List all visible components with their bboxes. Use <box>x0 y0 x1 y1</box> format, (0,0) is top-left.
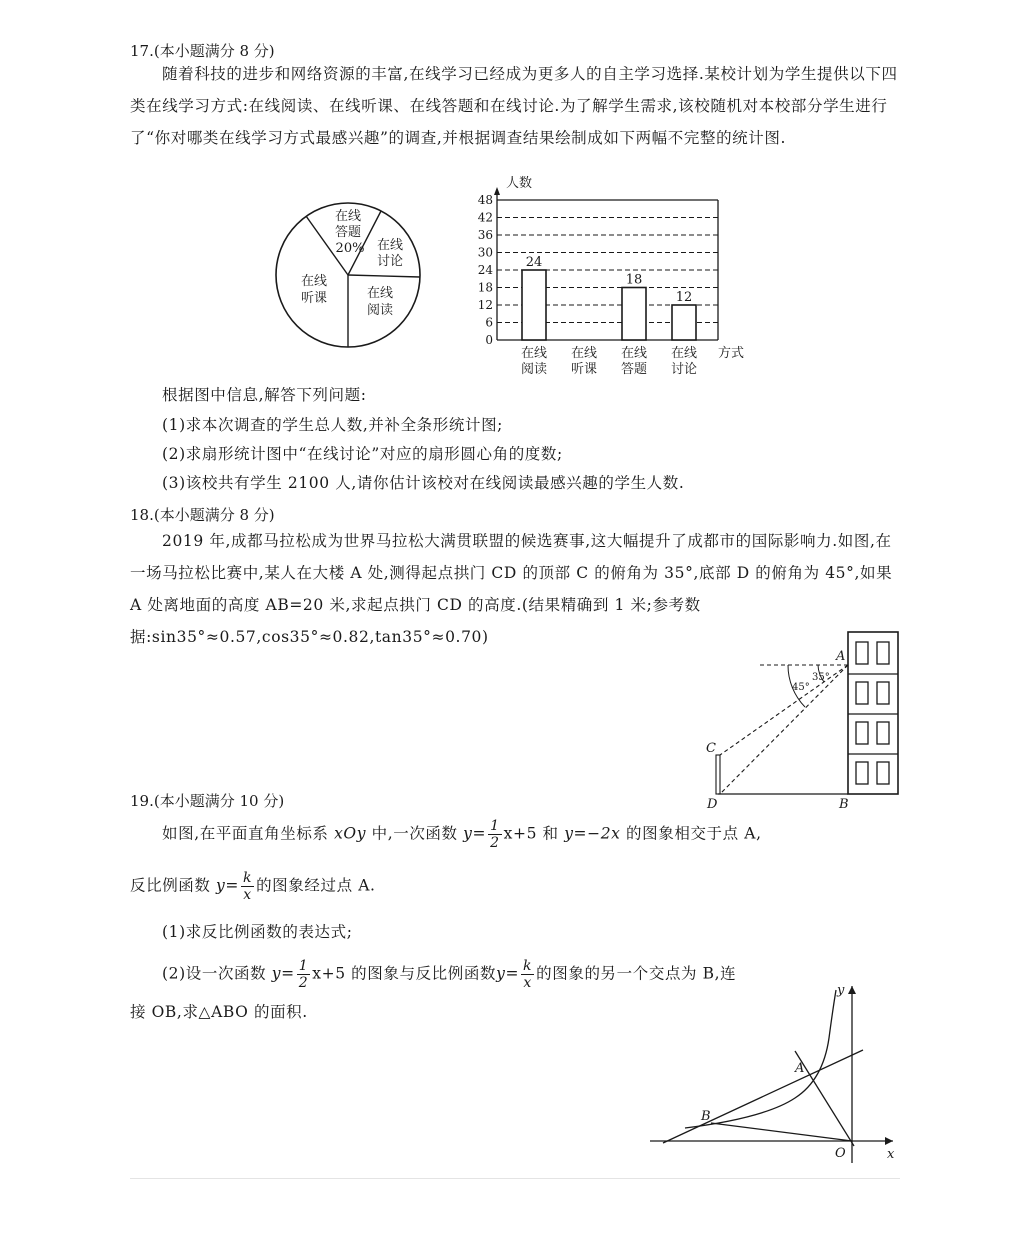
pie-label-listen-l2: 听课 <box>300 291 328 306</box>
ytick-label-12: 12 <box>477 298 493 312</box>
q17-sub3: (3)该校共有学生 2100 人,请你估计该校对在线阅读最感兴趣的学生人数. <box>162 474 685 492</box>
q19-line1-d: y= <box>463 824 487 843</box>
q19-line2 <box>130 870 376 903</box>
q19-line1-b: xOy <box>334 824 367 843</box>
q17-intro: 根据图中信息,解答下列问题: <box>162 386 367 404</box>
q19-sub1: (1)求反比例函数的表达式; <box>162 923 353 941</box>
point-a-label: A <box>836 649 846 664</box>
page-bottom-line <box>130 1178 900 1179</box>
graph-point-a-label: A <box>795 1061 805 1076</box>
fraction-half <box>488 818 502 851</box>
fraction-x: x <box>243 887 252 903</box>
q19-line1 <box>162 818 762 851</box>
pie-label-read-l2: 阅读 <box>366 303 394 318</box>
ytick-label-36: 36 <box>477 228 493 242</box>
q17-heading: 17.(本小题满分 8 分) <box>130 42 275 60</box>
fraction-denominator-2: 2 <box>298 975 309 991</box>
fraction-k: k <box>242 870 253 886</box>
fraction-k-over-x <box>241 870 254 903</box>
q17-sub2: (2)求扇形统计图中“在线讨论”对应的扇形圆心角的度数; <box>162 445 563 463</box>
pie-label-answer-l1: 在线 <box>334 209 362 224</box>
fraction-numerator: 1 <box>490 818 500 834</box>
q19-line1-a: 如图,在平面直角坐标系 <box>162 824 335 843</box>
ytick-label-48: 48 <box>477 193 493 207</box>
fraction-x-2: x <box>523 975 532 991</box>
ytick-label-6: 6 <box>485 315 493 330</box>
pie-label-discuss-l1: 在线 <box>376 238 404 253</box>
ytick-label-18: 18 <box>477 280 493 295</box>
pie-label-listen-l1: 在线 <box>300 274 328 289</box>
category-label-1-l2: 听课 <box>570 362 598 377</box>
q19-sub2-a: (2)设一次函数 <box>162 964 272 983</box>
point-d-label: D <box>707 797 718 810</box>
bar-0 <box>522 270 546 340</box>
y-axis-arrow <box>494 187 500 195</box>
pie-label-answer-l2: 答题 <box>334 225 362 240</box>
pie-label-read-l1: 在线 <box>366 286 394 301</box>
building-figure <box>700 628 905 810</box>
q19-line1-e: x+5 和 <box>503 824 565 843</box>
graph-y-label: y <box>837 983 845 998</box>
q19-line1-c: 中,一次函数 <box>366 824 464 843</box>
angle-45-label: 45° <box>792 682 810 693</box>
graph-point-b-label: B <box>701 1109 711 1124</box>
ytick-label-30: 30 <box>477 245 493 260</box>
bar-data-label-0: 24 <box>525 255 543 270</box>
bar-ylabel: 人数 <box>506 176 533 191</box>
bar-xlabel: 方式 <box>718 346 745 361</box>
category-label-1-l1: 在线 <box>570 346 598 361</box>
point-b-label: B <box>839 797 849 810</box>
fraction-numerator-2: 1 <box>298 958 309 974</box>
q17-paragraph: 随着科技的进步和网络资源的丰富,在线学习已经成为更多人的自主学习选择.某校计划为学生提供以下四类在线学习方式:在线阅读、在线听课、在线答题和在线讨论.为了解学生需求,该校随机对本校部分学生进行了“你对哪类在线学习方式最感兴趣”的调查,并根据调查结果绘制成如下两幅不完整的统计图. <box>130 65 898 147</box>
category-label-3-l2: 讨论 <box>670 362 698 377</box>
bar-data-label-3: 12 <box>675 290 693 305</box>
category-label-0-l1: 在线 <box>520 346 548 361</box>
pie-chart <box>268 195 438 365</box>
ytick-label-0: 0 <box>485 333 493 347</box>
q18-paragraph: 2019 年,成都马拉松成为世界马拉松大满贯联盟的候选赛事,这大幅提升了成都市的国际影响力.如图,在一场马拉松比赛中,某人在大楼 A 处,测得起点拱门 CD 的顶部 C 的俯角为 35°,底部 D 的俯角为 45°,如果 A 处离地面的高度 AB=20 米,求起点拱门 CD 的高度.(结果精确到 1 米;参考数据:sin35°≈0.57,cos35°≈0.82,tan35°≈0.70) <box>130 532 893 646</box>
fraction-denominator: 2 <box>490 835 500 851</box>
category-label-2-l1: 在线 <box>620 346 648 361</box>
q19-heading: 19.(本小题满分 10 分) <box>130 792 285 810</box>
q17-sub1: (1)求本次调查的学生总人数,并补全条形统计图; <box>162 416 504 434</box>
q19-line1-f: y=−2x <box>564 824 621 843</box>
q19-sub3: 接 OB,求△ABO 的面积. <box>130 1003 308 1021</box>
bar-2 <box>622 288 646 341</box>
q18-heading: 18.(本小题满分 8 分) <box>130 506 275 524</box>
q19-line2-b: y= <box>216 876 239 895</box>
fraction-half-2 <box>297 958 311 991</box>
graph-origin-label: O <box>835 1146 846 1161</box>
coordinate-graph <box>645 978 910 1168</box>
pie-label-discuss-l2: 讨论 <box>376 254 404 269</box>
bar-3 <box>672 305 696 340</box>
angle-35-label: 35° <box>812 672 830 683</box>
ytick-label-42: 42 <box>477 210 493 225</box>
bar-data-label-2: 18 <box>625 272 643 288</box>
point-c-label: C <box>706 741 716 756</box>
pie-label-answer-pct: 20% <box>335 241 365 256</box>
q19-sub2-b: y= <box>271 964 295 983</box>
ytick-label-24: 24 <box>477 263 493 277</box>
q19-sub2-e: 的图象的另一个交点为 B,连 <box>536 964 737 983</box>
fraction-k-over-x-2 <box>521 958 534 991</box>
bar-chart <box>460 170 760 385</box>
q19-sub2-d: y= <box>496 964 520 983</box>
q19-sub2-c: x+5 的图象与反比例函数 <box>312 964 497 983</box>
q19-line1-g: 的图象相交于点 A, <box>620 824 762 843</box>
category-label-2-l2: 答题 <box>620 362 648 377</box>
graph-x-label: x <box>887 1147 895 1162</box>
fraction-k-2: k <box>523 958 533 974</box>
category-label-3-l1: 在线 <box>670 346 698 361</box>
q19-line2-c: 的图象经过点 A. <box>256 876 376 895</box>
category-label-0-l2: 阅读 <box>520 362 548 377</box>
q19-line2-a: 反比例函数 <box>130 876 217 895</box>
